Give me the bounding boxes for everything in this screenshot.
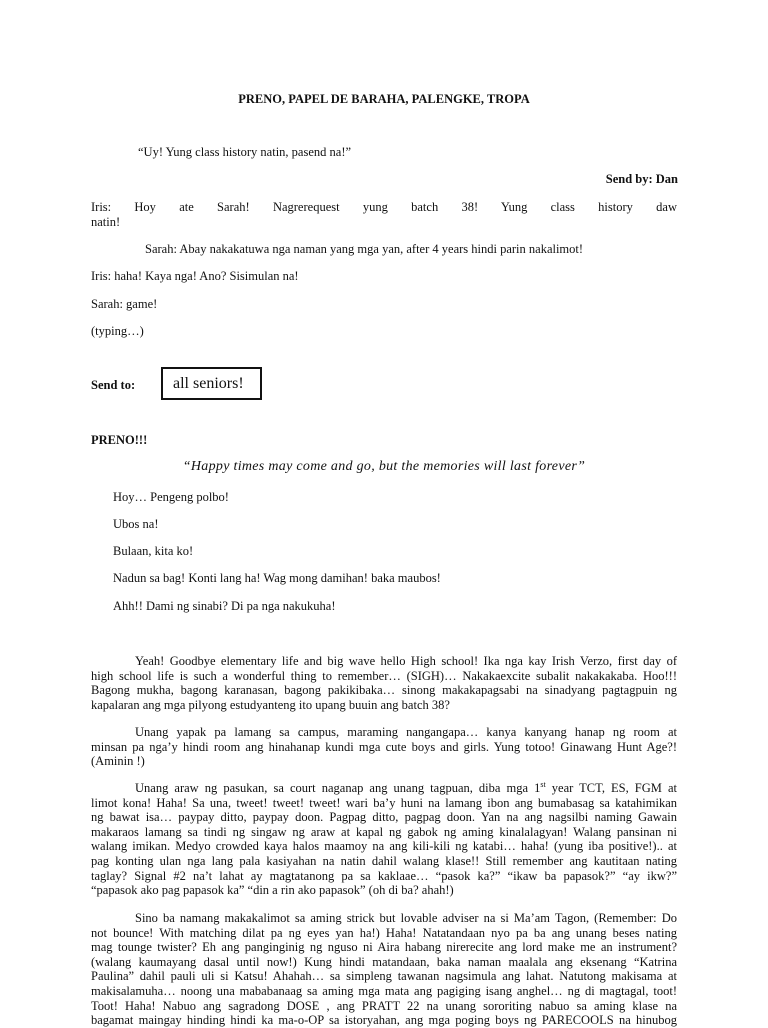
paragraph-line: minsan pa nga’y hindi room ang hinahanap kundi mga cute boys and girls. Yung totoo! Ginawang Hunt Age?!: [91, 739, 677, 754]
preno-line-1: Hoy… Pengeng polbo!: [113, 490, 229, 504]
paragraph-line: high school life is such a wonderful thing to remember… (SIGH)… Nakakaexcite subalit nakakakaba. Hoo!!!: [91, 668, 677, 683]
document-title: PRENO, PAPEL DE BARAHA, PALENGKE, TROPA: [238, 92, 530, 106]
paragraph-line: Sino ba namang makakalimot sa aming strick but lovable adviser na si Ma’am Tagon, (Remember: Do: [135, 911, 677, 925]
chat-line-sarah-1: Sarah: Abay nakakatuwa nga naman yang mga yan, after 4 years hindi parin nakalimot!: [145, 242, 584, 256]
paragraph-2: [91, 725, 677, 769]
motto-quote: “Happy times may come and go, but the memories will last forever”: [182, 459, 586, 474]
paragraph-1: [91, 654, 677, 712]
paragraph-line: Unang yapak pa lamang sa campus, maraming nangangapa… kanya kanyang hanap ng room at: [135, 725, 677, 739]
paragraph-line: “papasok ako pag papasok ka” “din a rin ako papasok” (oh di ba? ahah!): [91, 883, 454, 898]
paragraph-line: Yeah! Goodbye elementary life and big wave hello High school! Ika nga kay Irish Verzo, first day of: [135, 654, 677, 668]
send-by-line: Send by: Dan: [605, 172, 678, 186]
intro-quote: “Uy! Yung class history natin, pasend na!”: [138, 145, 352, 159]
paragraph-line: [91, 781, 677, 796]
paragraph-line: makisalamuha… noong una mababanaag sa aming mga mata ang pagiging isang anghel… ng di magtagal, toot!: [91, 983, 677, 998]
paragraph-line: mag tounge twister? Eh ang panginginig ng nguso ni Aira habang nirerecite ang lord make me an instrument?: [91, 940, 677, 955]
preno-heading: PRENO!!!: [91, 433, 148, 447]
preno-line-4: Nadun sa bag! Konti lang ha! Wag mong damihan! baka maubos!: [113, 571, 441, 585]
paragraph-line: not bounce! With matching dilat pa ng eyes yan ha!) Haha! Natatandaan nyo pa ba ang unang beses nating: [91, 925, 677, 940]
paragraph-line: pag konting ulan nga lang pala kasiyahan na natin dahil walang klase!! Still remember ang kautitaan nating: [91, 853, 677, 868]
paragraph-4: [91, 911, 677, 1028]
paragraph-line: bagamat maingay hinding hindi ka ma-o-OP sa istoryahan, ang mga poging boys ng PARECOOLS na hinubog: [91, 1013, 677, 1028]
paragraph-line: kapalaran ang mga pilyong estudyanteng ito upang buuin ang batch 38?: [91, 697, 450, 712]
paragraph-line: limot kona! Haha! Sa una, tweet! tweet! tweet! wari ba’y huni na lamang ibon ang bumabasag sa katahimikan: [91, 795, 677, 810]
paragraph-line: (Aminin !): [91, 754, 145, 769]
chat-line-iris-2: Iris: haha! Kaya nga! Ano? Sisimulan na!: [91, 269, 299, 283]
paragraph-line: Paulina” dahil pauli uli si Katsu! Ahahah… sa simpleng tawanan nagsimula ang lahat. Natutong makisama at: [91, 969, 677, 984]
chat-line-sarah-2: Sarah: game!: [91, 297, 158, 311]
send-to-label: Send to:: [91, 378, 136, 392]
chat-line-iris-1-cont: natin!: [91, 215, 121, 229]
paragraph-line: Toot! Haha! Nabuo ang sagradong DOSE , ang PRATT 22 na unang sororiting nabuo sa aming klase na: [91, 998, 677, 1013]
send-to-recipient-box: all seniors!: [161, 367, 262, 400]
preno-line-3: Bulaan, kita ko!: [113, 544, 194, 558]
paragraph-line: ng bawat isa… paypay ditto, paypay doon. Pagpag ditto, pagpag doon. Yan na ang nagsilbi naming Gawain: [91, 810, 677, 825]
preno-line-5: Ahh!! Dami ng sinabi? Di pa nga nakukuha!: [113, 599, 336, 613]
paragraph-line: walang imikan. Medyo crowded kaya halos maamoy na ang kili-kili ng katabi… haha! (yung iba positive!).. at: [91, 839, 677, 854]
chat-line-iris-1: Iris: Hoy ate Sarah! Nagrerequest yung batch 38! Yung class history daw: [91, 200, 677, 214]
preno-line-2: Ubos na!: [113, 517, 159, 531]
paragraph-line: makaraos lamang sa tindi ng singaw ng araw at kapal ng gabok ng aming kinalalagyan! Walang pansinan ni: [91, 824, 677, 839]
paragraph-line: taglay? Signal #2 na’t lahat ay magtatanong pa sa kaklaae… “pasok ka?” “ikaw ba papasok?” “ay ikw?”: [91, 868, 677, 883]
paragraph-line: Bagong mukha, bagong karanasan, bagong pakikibaka… sinong makakapagsabi na sinadyang pagtagpuin ng: [91, 683, 677, 698]
typing-indicator: (typing…): [91, 324, 144, 338]
paragraph-3: [91, 781, 677, 898]
ordinal-superscript: st: [540, 779, 546, 789]
paragraph-text: Unang araw ng pasukan, sa court naganap ang unang tagpuan, diba mga 1: [135, 781, 541, 795]
paragraph-text: year TCT, ES, FGM at: [545, 781, 677, 795]
paragraph-line: (walang kaumayang dasal until now!) Kung hindi matandaan, baka naman maalala ang eksenang “Katrina: [91, 954, 677, 969]
